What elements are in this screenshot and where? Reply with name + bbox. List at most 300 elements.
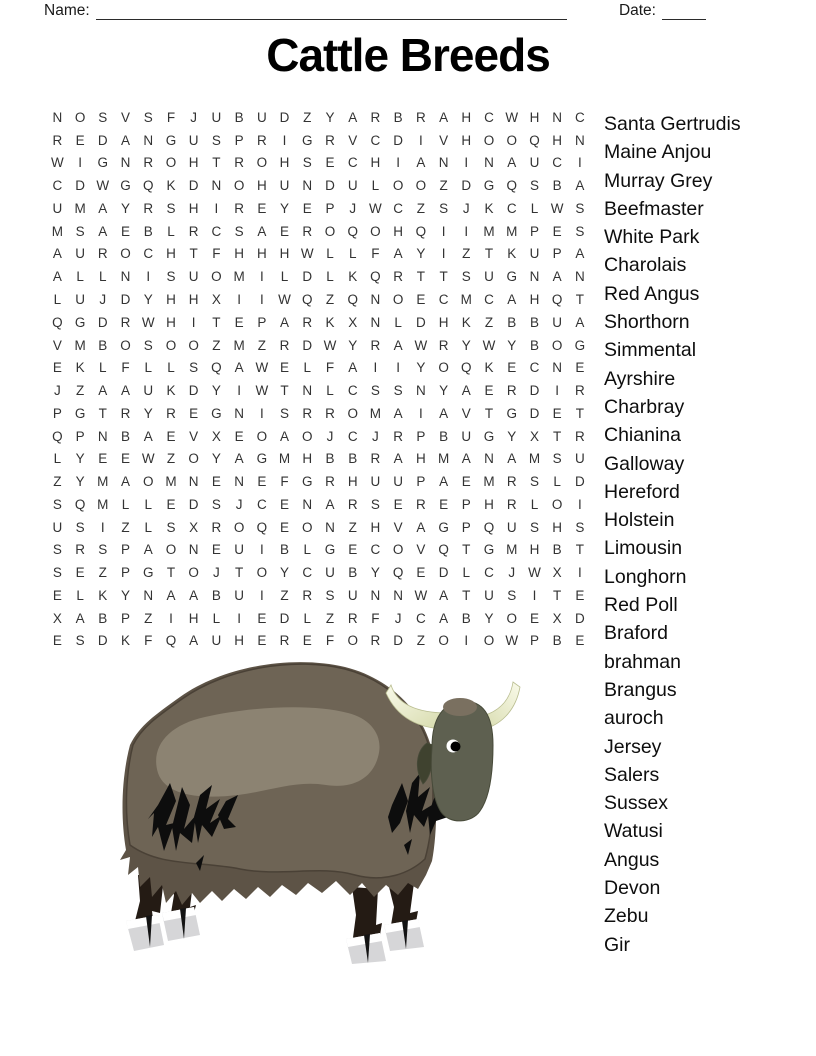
- grid-letter: S: [166, 519, 176, 535]
- grid-letter: E: [552, 405, 562, 421]
- grid-letter: N: [188, 542, 199, 558]
- grid-letter: C: [52, 178, 63, 194]
- grid-letter: Q: [483, 519, 495, 535]
- grid-letter: D: [438, 565, 449, 581]
- grid-letter: W: [505, 109, 519, 125]
- grid-letter: O: [347, 633, 358, 649]
- grid-letter: L: [76, 269, 84, 285]
- grid-letter: R: [120, 405, 131, 421]
- grid-letter: Z: [212, 337, 221, 353]
- grid-letter: I: [259, 405, 264, 421]
- grid-letter: E: [98, 451, 108, 467]
- grid-letter: S: [52, 496, 62, 512]
- grid-letter: R: [302, 587, 313, 603]
- grid-letter: R: [211, 519, 222, 535]
- grid-letter: D: [461, 178, 472, 194]
- grid-letter: U: [529, 246, 540, 262]
- grid-letter: Z: [348, 519, 357, 535]
- grid-letter: N: [234, 405, 244, 421]
- header: [44, 1, 706, 20]
- grid-letter: O: [165, 337, 177, 353]
- grid-letter: W: [505, 633, 519, 649]
- grid-letter: L: [144, 496, 152, 512]
- grid-letter: B: [98, 610, 108, 626]
- grid-letter: S: [575, 223, 585, 239]
- grid-letter: S: [143, 337, 153, 353]
- grid-letter: R: [143, 200, 154, 216]
- grid-letter: P: [121, 610, 131, 626]
- grid-letter: I: [237, 610, 241, 626]
- grid-letter: U: [211, 633, 222, 649]
- grid-letter: O: [165, 155, 177, 171]
- grid-letter: T: [575, 292, 585, 307]
- grid-letter: H: [461, 132, 472, 148]
- grid-letter: I: [191, 314, 196, 330]
- grid-letter: B: [461, 610, 471, 626]
- name-blank-line: [96, 3, 567, 20]
- grid-letter: O: [324, 223, 336, 239]
- grid-letter: R: [393, 428, 404, 444]
- grid-letter: Y: [461, 337, 471, 353]
- grid-letter: T: [234, 565, 244, 581]
- grid-letter: U: [506, 519, 517, 535]
- grid-letter: E: [234, 314, 244, 330]
- grid-letter: K: [121, 633, 131, 649]
- grid-letter: Z: [416, 633, 425, 649]
- grid-letter: Q: [415, 223, 427, 239]
- grid-letter: Q: [52, 428, 63, 444]
- grid-letter: N: [552, 109, 563, 125]
- grid-letter: L: [99, 360, 107, 376]
- grid-letter: W: [141, 314, 155, 330]
- grid-letter: I: [396, 155, 401, 171]
- grid-letter: E: [552, 223, 562, 239]
- grid-letter: W: [141, 451, 155, 467]
- grid-letter: U: [75, 292, 85, 307]
- grid-letter: Q: [506, 178, 517, 194]
- grid-letter: R: [415, 496, 426, 512]
- grid-letter: P: [257, 314, 267, 330]
- grid-letter: H: [234, 633, 244, 649]
- grid-letter: R: [347, 496, 358, 512]
- grid-letter: W: [323, 337, 337, 353]
- grid-letter: M: [369, 405, 382, 421]
- grid-letter: N: [370, 292, 381, 307]
- grid-letter: L: [530, 200, 539, 216]
- grid-letter: W: [528, 565, 541, 581]
- grid-letter: S: [189, 360, 199, 376]
- grid-letter: D: [188, 496, 199, 512]
- grid-letter: I: [578, 496, 582, 512]
- grid-letter: H: [393, 223, 404, 239]
- grid-letter: B: [552, 633, 562, 649]
- grid-letter: K: [166, 383, 176, 399]
- grid-letter: L: [371, 178, 380, 194]
- grid-letter: W: [482, 337, 496, 353]
- grid-letter: P: [529, 633, 539, 649]
- grid-letter: E: [325, 155, 335, 171]
- grid-letter: A: [189, 587, 199, 603]
- grid-letter: B: [552, 542, 562, 558]
- grid-letter: Y: [211, 383, 221, 399]
- grid-letter: E: [52, 587, 62, 603]
- grid-letter: V: [52, 337, 62, 353]
- grid-letter: L: [326, 383, 334, 399]
- word-list-item: Hereford: [604, 480, 680, 503]
- grid-letter: V: [121, 109, 131, 125]
- grid-letter: E: [189, 405, 199, 421]
- grid-letter: Q: [165, 633, 177, 649]
- grid-letter: N: [97, 428, 108, 444]
- grid-letter: K: [166, 178, 176, 194]
- grid-letter: M: [97, 496, 109, 512]
- grid-letter: I: [464, 633, 469, 649]
- grid-letter: U: [484, 587, 494, 603]
- grid-letter: N: [484, 155, 494, 171]
- grid-letter: O: [483, 633, 495, 649]
- grid-letter: N: [484, 451, 494, 467]
- grid-letter: I: [259, 542, 264, 558]
- grid-letter: R: [279, 337, 290, 353]
- grid-letter: E: [280, 496, 290, 512]
- grid-letter: Z: [484, 314, 494, 330]
- grid-letter: N: [120, 269, 131, 285]
- grid-letter: A: [280, 314, 290, 330]
- grid-letter: S: [439, 200, 449, 216]
- grid-letter: W: [300, 246, 314, 262]
- grid-letter: O: [74, 109, 86, 125]
- grid-letter: O: [142, 474, 154, 490]
- grid-letter: V: [461, 405, 471, 421]
- grid-letter: Q: [347, 223, 358, 239]
- grid-letter: Y: [280, 200, 290, 216]
- grid-letter: J: [99, 292, 107, 307]
- grid-letter: R: [143, 155, 154, 171]
- grid-letter: P: [529, 223, 539, 239]
- grid-letter: I: [418, 405, 423, 421]
- grid-letter: E: [302, 633, 312, 649]
- grid-letter: R: [370, 633, 381, 649]
- grid-letter: Y: [280, 565, 290, 581]
- grid-letter: Y: [75, 474, 85, 490]
- grid-letter: L: [303, 360, 312, 376]
- word-list-item: Longhorn: [604, 565, 687, 588]
- grid-letter: Z: [144, 610, 153, 626]
- grid-letter: B: [529, 337, 539, 353]
- grid-letter: T: [462, 542, 471, 558]
- grid-letter: X: [552, 610, 562, 626]
- grid-letter: U: [393, 474, 404, 490]
- grid-letter: X: [211, 428, 221, 444]
- grid-letter: S: [211, 496, 221, 512]
- grid-letter: A: [189, 633, 199, 649]
- date-label: Date:: [618, 2, 656, 19]
- grid-letter: R: [75, 542, 85, 558]
- grid-letter: D: [575, 610, 585, 626]
- grid-letter: D: [97, 633, 108, 649]
- grid-letter: B: [211, 587, 221, 603]
- grid-letter: R: [234, 155, 244, 171]
- grid-letter: H: [484, 496, 494, 512]
- grid-letter: O: [506, 610, 517, 626]
- grid-letter: S: [75, 223, 85, 239]
- grid-letter: G: [74, 405, 86, 421]
- word-list-item: Red Poll: [604, 594, 678, 617]
- grid-letter: N: [415, 383, 426, 399]
- word-list-item: Jersey: [604, 735, 662, 758]
- grid-letter: A: [461, 451, 471, 467]
- grid-letter: I: [578, 155, 582, 171]
- grid-letter: E: [529, 610, 539, 626]
- grid-letter: E: [280, 360, 290, 376]
- grid-letter: B: [280, 542, 290, 558]
- grid-letter: M: [506, 223, 518, 239]
- grid-letter: G: [120, 178, 131, 194]
- grid-letter: H: [529, 542, 540, 558]
- grid-letter: I: [532, 587, 537, 603]
- grid-letter: R: [506, 474, 517, 490]
- grid-letter: T: [575, 542, 585, 558]
- grid-letter: G: [211, 405, 222, 421]
- word-list-item: brahman: [604, 650, 681, 673]
- grid-letter: A: [280, 428, 290, 444]
- grid-letter: E: [461, 474, 471, 490]
- grid-letter: G: [506, 405, 517, 421]
- grid-letter: U: [484, 269, 494, 285]
- grid-letter: U: [325, 565, 335, 581]
- grid-letter: L: [553, 474, 561, 490]
- grid-letter: X: [529, 428, 539, 444]
- grid-letter: S: [529, 519, 539, 535]
- grid-letter: S: [75, 519, 85, 535]
- grid-letter: F: [325, 360, 335, 376]
- grid-letter: C: [484, 565, 494, 581]
- word-list-item: Shorthorn: [604, 311, 690, 334]
- grid-letter: M: [483, 474, 495, 490]
- grid-letter: J: [508, 565, 516, 581]
- grid-letter: W: [414, 587, 428, 603]
- grid-letter: A: [552, 269, 562, 285]
- grid-letter: M: [233, 269, 245, 285]
- grid-letter: U: [211, 109, 222, 125]
- grid-letter: O: [506, 132, 517, 148]
- grid-letter: Q: [392, 565, 404, 581]
- grid-letter: Z: [325, 292, 335, 307]
- grid-letter: R: [415, 109, 426, 125]
- grid-letter: M: [74, 200, 86, 216]
- grid-letter: W: [255, 360, 269, 376]
- grid-letter: D: [279, 610, 290, 626]
- grid-letter: N: [529, 269, 540, 285]
- grid-letter: Q: [347, 292, 358, 307]
- grid-letter: H: [279, 155, 290, 171]
- grid-letter: Y: [75, 451, 85, 467]
- grid-letter: Y: [325, 109, 335, 125]
- grid-letter: A: [393, 337, 403, 353]
- grid-letter: W: [96, 178, 110, 194]
- grid-letter: Z: [75, 383, 85, 399]
- grid-letter: X: [552, 565, 562, 581]
- grid-letter: E: [575, 633, 585, 649]
- grid-letter: S: [529, 474, 539, 490]
- grid-letter: R: [120, 314, 131, 330]
- grid-letter: F: [280, 474, 289, 490]
- grid-letter: Y: [416, 360, 426, 376]
- grid-letter: K: [484, 200, 494, 216]
- grid-letter: S: [575, 519, 585, 535]
- word-list-item: Galloway: [604, 452, 685, 475]
- grid-letter: P: [461, 496, 471, 512]
- grid-letter: L: [212, 610, 221, 626]
- grid-letter: C: [552, 155, 563, 171]
- grid-letter: C: [347, 383, 358, 399]
- grid-letter: N: [302, 496, 313, 512]
- grid-letter: R: [234, 200, 244, 216]
- grid-letter: P: [52, 405, 62, 421]
- grid-letter: R: [166, 405, 176, 421]
- grid-letter: N: [393, 587, 404, 603]
- grid-letter: G: [142, 565, 154, 581]
- grid-letter: P: [234, 132, 244, 148]
- grid-letter: N: [143, 132, 154, 148]
- grid-letter: Q: [370, 269, 381, 285]
- grid-letter: J: [326, 428, 334, 444]
- grid-letter: D: [97, 132, 108, 148]
- grid-letter: W: [414, 337, 428, 353]
- grid-letter: C: [256, 496, 267, 512]
- grid-letter: O: [302, 428, 313, 444]
- grid-letter: C: [575, 109, 585, 125]
- grid-letter: Y: [121, 587, 131, 603]
- grid-letter: E: [280, 519, 290, 535]
- word-list-item: Holstein: [604, 509, 675, 532]
- grid-letter: O: [256, 565, 268, 581]
- grid-letter: A: [416, 155, 426, 171]
- grid-letter: H: [529, 109, 540, 125]
- grid-letter: I: [373, 360, 378, 376]
- grid-letter: E: [257, 474, 267, 490]
- grid-letter: Y: [507, 337, 517, 353]
- grid-letter: S: [393, 383, 403, 399]
- grid-letter: Q: [256, 519, 268, 535]
- grid-letter: H: [302, 451, 313, 467]
- grid-letter: T: [280, 383, 289, 399]
- grid-letter: A: [143, 542, 153, 558]
- grid-letter: S: [234, 223, 244, 239]
- grid-letter: U: [143, 383, 154, 399]
- grid-letter: R: [325, 132, 335, 148]
- grid-letter: M: [233, 337, 245, 353]
- grid-letter: N: [143, 587, 154, 603]
- grid-letter: I: [396, 360, 401, 376]
- grid-letter: L: [144, 360, 152, 376]
- grid-letter: B: [507, 314, 517, 330]
- grid-letter: N: [302, 178, 313, 194]
- grid-letter: Q: [551, 292, 563, 307]
- grid-letter: O: [188, 337, 199, 353]
- grid-letter: O: [392, 178, 404, 194]
- grid-letter: N: [188, 474, 199, 490]
- grid-letter: O: [392, 542, 404, 558]
- grid-letter: Q: [142, 178, 154, 194]
- grid-letter: Y: [121, 200, 131, 216]
- grid-letter: O: [256, 428, 268, 444]
- grid-letter: L: [167, 223, 175, 239]
- grid-letter: T: [439, 269, 448, 285]
- grid-letter: O: [165, 542, 177, 558]
- grid-letter: O: [415, 178, 427, 194]
- word-list-item: Charolais: [604, 254, 687, 277]
- grid-letter: H: [166, 314, 176, 330]
- grid-letter: S: [461, 269, 471, 285]
- grid-letter: T: [166, 565, 176, 581]
- grid-letter: F: [371, 610, 380, 626]
- word-list-item: Murray Grey: [604, 169, 713, 192]
- word-list-item: Gir: [604, 933, 630, 956]
- grid-letter: N: [370, 314, 381, 330]
- grid-letter: A: [52, 246, 62, 262]
- grid-letter: G: [483, 428, 495, 444]
- grid-letter: A: [461, 383, 471, 399]
- grid-letter: I: [237, 383, 241, 399]
- grid-letter: Q: [461, 360, 472, 376]
- grid-letter: K: [484, 360, 494, 376]
- grid-letter: O: [233, 519, 245, 535]
- grid-letter: Y: [348, 337, 358, 353]
- grid-letter: A: [439, 610, 449, 626]
- grid-letter: G: [506, 269, 517, 285]
- grid-letter: R: [302, 314, 313, 330]
- grid-letter: D: [529, 405, 540, 421]
- grid-letter: S: [529, 178, 539, 194]
- grid-letter: R: [325, 474, 335, 490]
- grid-letter: H: [279, 246, 290, 262]
- grid-letter: E: [75, 132, 85, 148]
- grid-letter: F: [121, 360, 130, 376]
- grid-letter: G: [165, 132, 177, 148]
- grid-letter: H: [234, 246, 244, 262]
- grid-letter: A: [75, 610, 85, 626]
- grid-letter: E: [257, 200, 267, 216]
- grid-letter: X: [211, 292, 221, 307]
- grid-letter: S: [166, 200, 176, 216]
- grid-letter: R: [393, 269, 404, 285]
- grid-letter: R: [302, 223, 313, 239]
- grid-letter: D: [302, 337, 313, 353]
- grid-letter: U: [529, 155, 540, 171]
- grid-letter: R: [188, 223, 199, 239]
- grid-letter: S: [211, 132, 221, 148]
- word-list-item: Limousin: [604, 537, 683, 560]
- grid-letter: E: [439, 496, 449, 512]
- grid-letter: U: [575, 451, 585, 467]
- grid-letter: S: [552, 451, 562, 467]
- grid-letter: Z: [416, 200, 425, 216]
- grid-letter: T: [212, 314, 221, 330]
- grid-letter: J: [190, 109, 198, 125]
- grid-letter: B: [552, 178, 562, 194]
- grid-letter: D: [188, 178, 199, 194]
- word-search-grid: [46, 106, 591, 652]
- grid-letter: A: [143, 428, 153, 444]
- hooves: [126, 907, 424, 964]
- grid-letter: T: [212, 155, 221, 171]
- grid-letter: G: [74, 314, 86, 330]
- grid-letter: O: [120, 337, 131, 353]
- grid-letter: O: [256, 155, 268, 171]
- grid-letter: E: [211, 542, 221, 558]
- grid-letter: D: [393, 633, 404, 649]
